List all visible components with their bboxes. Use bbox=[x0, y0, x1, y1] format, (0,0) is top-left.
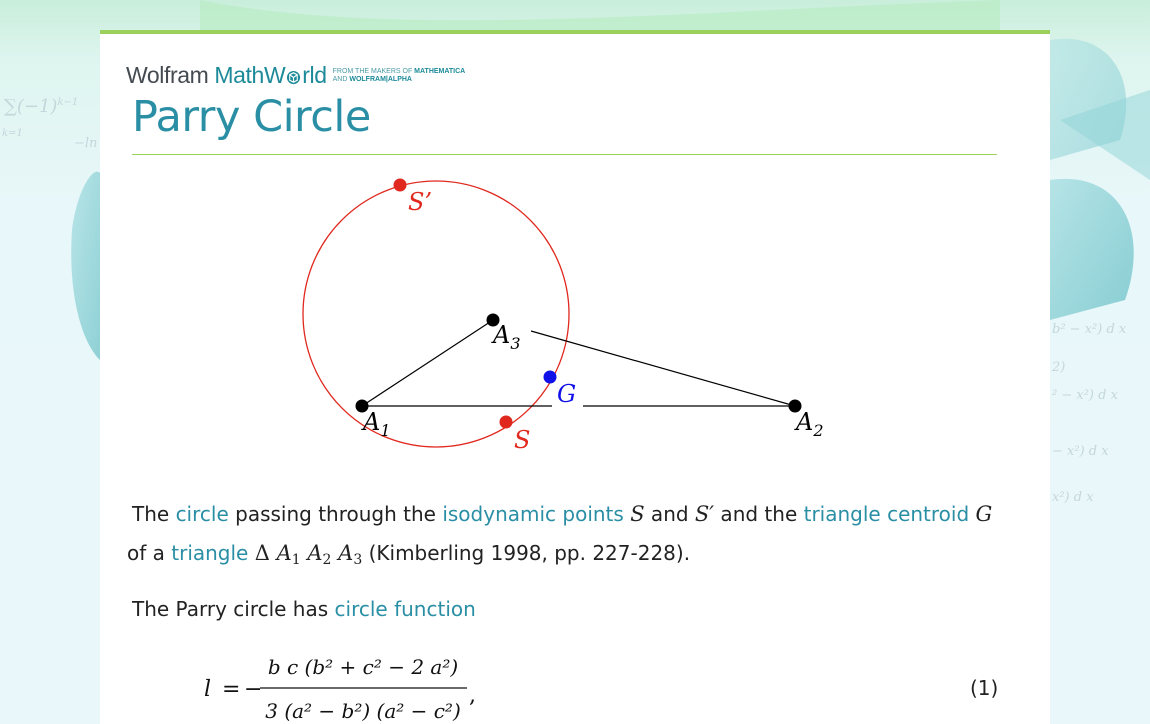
background-formula-3: ² − x²) d x bbox=[1052, 388, 1118, 403]
equation-numerator: b c (b² + c² − 2 a²) bbox=[267, 655, 459, 679]
text: The bbox=[132, 502, 176, 526]
link-circle-function[interactable]: circle function bbox=[334, 597, 476, 621]
equation-denominator: 3 (a² − b²) (a² − c²) bbox=[265, 699, 461, 723]
label-a3: $A_3$ bbox=[493, 321, 521, 353]
tagline-text-1: FROM THE MAKERS OF bbox=[332, 68, 415, 75]
link-triangle-centroid[interactable]: triangle centroid bbox=[803, 502, 970, 526]
content-panel bbox=[100, 30, 1050, 724]
tagline-wolframalpha: WOLFRAM|ALPHA bbox=[349, 76, 412, 83]
equation-1 bbox=[100, 34, 1050, 724]
background-formula-5: x²) d x bbox=[1052, 490, 1094, 505]
equation-equals: = bbox=[222, 677, 241, 702]
tagline-mathematica: MATHEMATICA bbox=[414, 68, 466, 75]
text: The Parry circle has bbox=[132, 597, 335, 621]
mathworld-logo-suffix: rld bbox=[302, 62, 327, 88]
equation-number: (1) bbox=[970, 676, 999, 700]
label-a1: $A_1$ bbox=[363, 408, 391, 440]
text: passing through the bbox=[228, 502, 443, 526]
link-isodynamic-points[interactable]: isodynamic points bbox=[442, 502, 624, 526]
label-a2: $A_2$ bbox=[796, 408, 824, 440]
label-s-prime: S’ bbox=[408, 188, 433, 216]
background-formula-2: 2) bbox=[1052, 360, 1066, 375]
wolfram-logo[interactable]: Wolfram bbox=[126, 62, 209, 88]
math-triangle-expression: Δ $A_1$ $A_2$ $A_3$ bbox=[254, 541, 363, 568]
math-g: G bbox=[975, 502, 993, 526]
background-formula-index: k=1 bbox=[2, 128, 23, 139]
label-g: G bbox=[557, 380, 577, 408]
math-s: S bbox=[630, 502, 645, 526]
link-circle[interactable]: circle bbox=[175, 502, 229, 526]
text: of a bbox=[127, 541, 172, 565]
text: and the bbox=[714, 502, 804, 526]
background-formula-4: − x²) d x bbox=[1052, 444, 1109, 459]
background-formula-ln: −ln bbox=[74, 136, 98, 151]
label-s: S bbox=[514, 426, 531, 454]
equation-minus: − bbox=[244, 677, 263, 702]
citation-text: (Kimberling 1998, pp. 227-228). bbox=[362, 541, 691, 565]
equation-lhs: l bbox=[204, 677, 212, 702]
tagline-text-2: AND bbox=[332, 76, 350, 83]
math-s-prime: S′ bbox=[694, 502, 715, 526]
equation-comma: , bbox=[469, 683, 476, 708]
text: and bbox=[644, 502, 695, 526]
link-triangle[interactable]: triangle bbox=[171, 541, 249, 565]
background-formula-sum: $\sum(-1)^{k-1}$ bbox=[4, 96, 79, 117]
page-title: Parry Circle bbox=[132, 92, 371, 142]
mathworld-logo-prefix: MathW bbox=[214, 62, 286, 88]
background-formula-1: b² − x²) d x bbox=[1052, 322, 1127, 337]
